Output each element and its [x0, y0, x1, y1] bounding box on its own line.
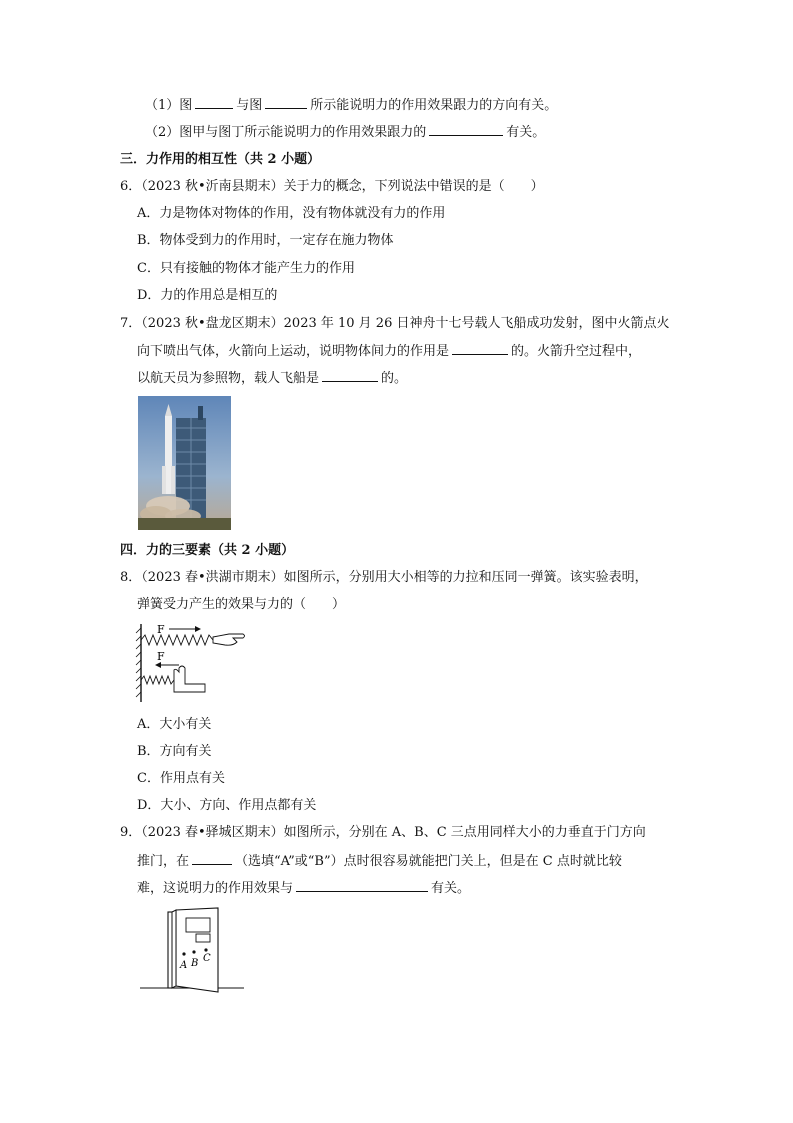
question-stem: 9．（2023 春•驿城区期末）如图所示，分别在 A、B、C 三点用同样大小的力垂直于门方向: [120, 825, 646, 840]
answer-blank[interactable]: [429, 123, 503, 136]
answer-blank[interactable]: [452, 342, 508, 355]
question-stem: 7．（2023 秋•盘龙区期末）2023 年 10 月 26 日神舟十七号载人飞船成功发射，图中火箭点火: [120, 316, 670, 331]
point-label-b: B: [191, 958, 199, 969]
question-text: 以航天员为参照物，载人飞船是 的。: [137, 371, 408, 386]
section-title: 四．力的三要素（共 2 小题）: [120, 543, 295, 558]
option-c[interactable]: C．只有接触的物体才能产生力的作用: [137, 261, 355, 276]
answer-blank[interactable]: [192, 852, 232, 865]
option-c[interactable]: C．作用点有关: [137, 771, 225, 786]
option-b[interactable]: B．方向有关: [137, 744, 212, 759]
question-text: 难，这说明力的作用效果与 有关。: [137, 881, 471, 896]
door-diagram: [138, 906, 246, 998]
option-d[interactable]: D．大小、方向、作用点都有关: [137, 798, 317, 813]
option-a[interactable]: A．力是物体对物体的作用，没有物体就没有力的作用: [137, 206, 446, 221]
spring-diagram: [133, 620, 248, 704]
question-text: 向下喷出气体，火箭向上运动，说明物体间力的作用是 的。火箭升空过程中，: [137, 344, 642, 359]
option-d[interactable]: D．力的作用总是相互的: [137, 288, 278, 303]
question-stem: 8．（2023 春•洪湖市期末）如图所示，分别用大小相等的力拉和压同一弹簧。该实验表明，: [120, 570, 648, 585]
question-text: 弹簧受力产生的效果与力的（ ）: [137, 597, 346, 612]
answer-blank[interactable]: [322, 369, 378, 382]
answer-blank[interactable]: [195, 96, 233, 109]
force-label-bottom: F: [157, 650, 165, 663]
question-text: 推门，在 （选填“A”或“B”）点时很容易就能把门关上，但是在 C 点时就比较: [137, 854, 622, 869]
question-stem: 6．（2023 秋•沂南县期末）关于力的概念，下列说法中错误的是（ ）: [120, 179, 544, 194]
option-b[interactable]: B．物体受到力的作用时，一定存在施力物体: [137, 233, 394, 248]
point-label-c: C: [203, 953, 211, 964]
answer-blank[interactable]: [265, 96, 307, 109]
q-part-2: （2）图甲与图丁所示能说明力的作用效果跟力的 有关。: [145, 125, 546, 140]
answer-blank[interactable]: [296, 879, 428, 892]
option-a[interactable]: A．大小有关: [137, 717, 212, 732]
section-title: 三．力作用的相互性（共 2 小题）: [120, 152, 321, 167]
rocket-launch-photo: [138, 396, 231, 530]
force-label-top: F: [157, 623, 165, 636]
q-part-1: （1）图 与图 所示能说明力的作用效果跟力的方向有关。: [145, 98, 558, 113]
point-label-a: A: [180, 960, 188, 971]
